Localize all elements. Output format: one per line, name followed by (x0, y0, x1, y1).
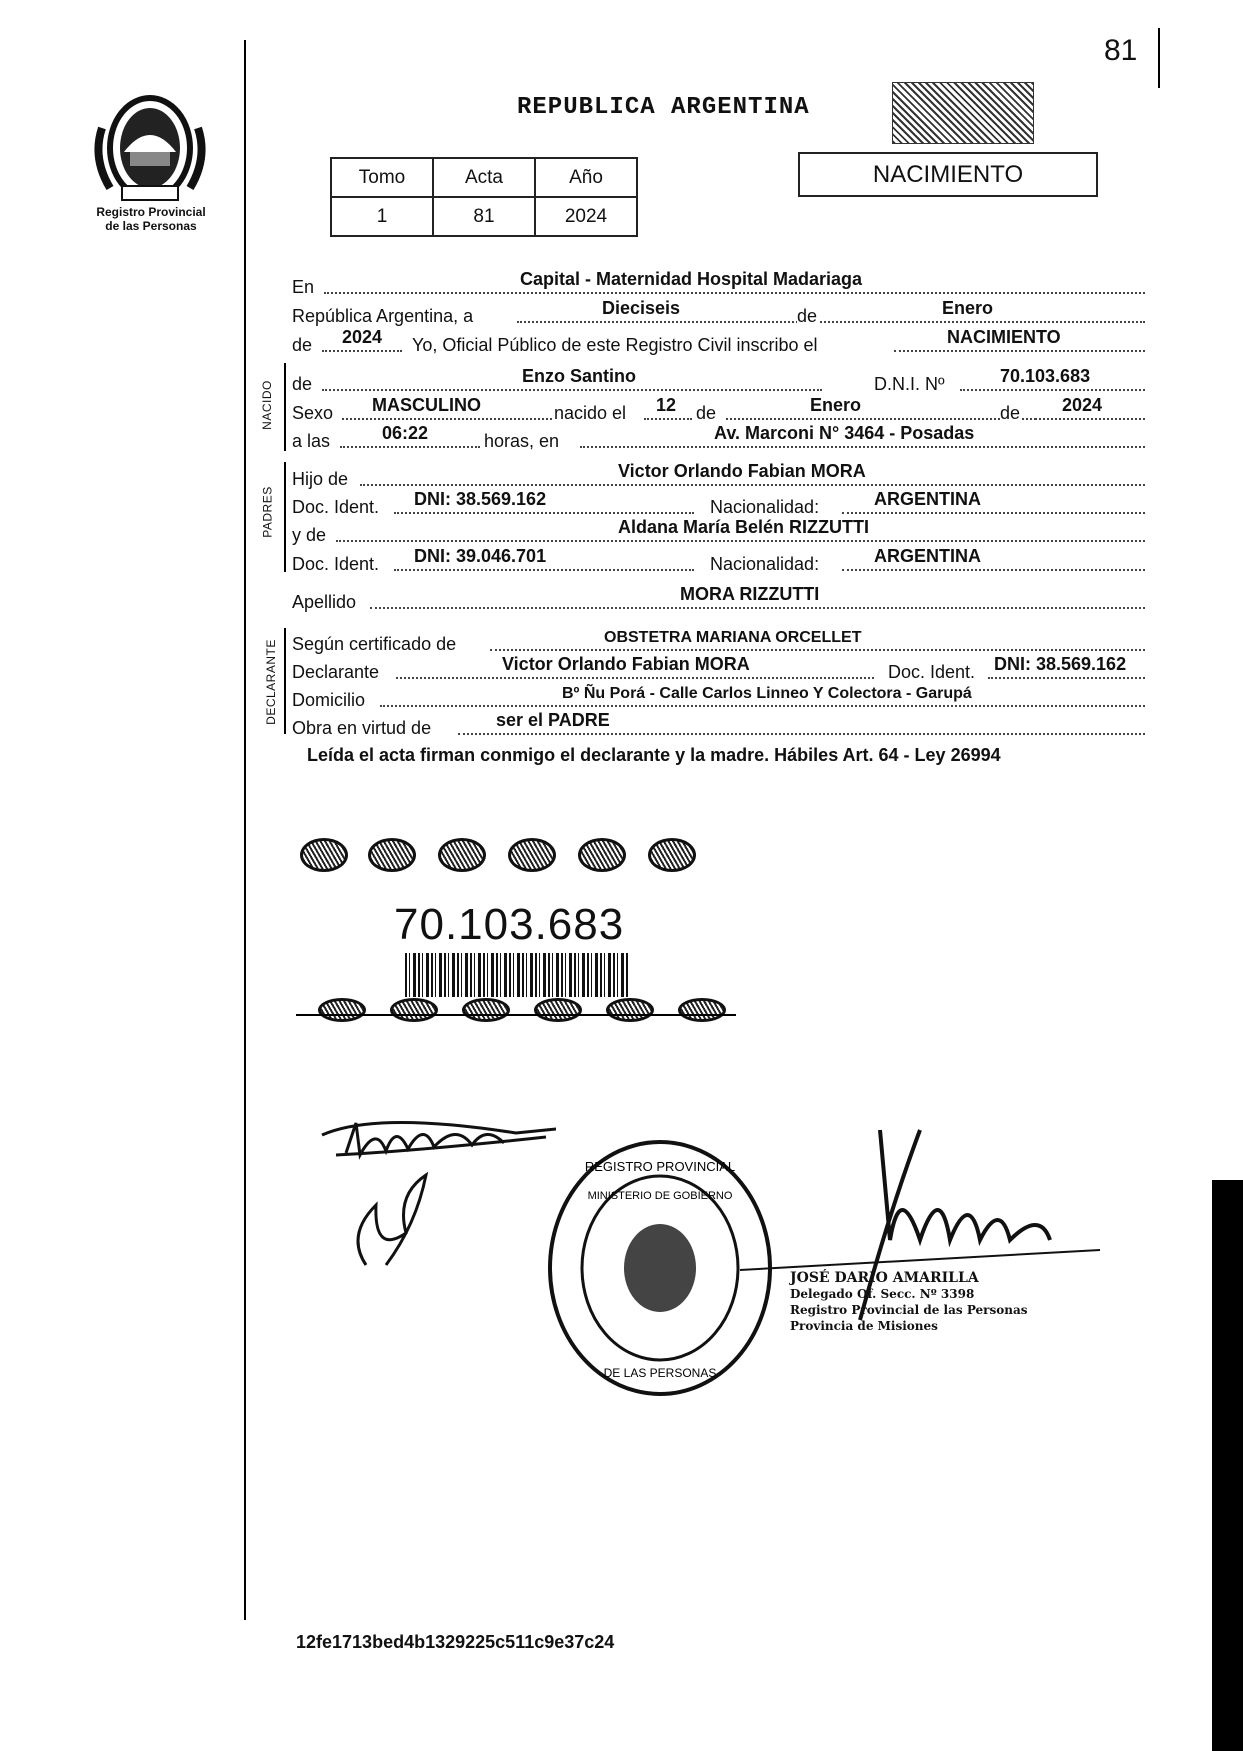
row-place (292, 270, 1145, 298)
value-mother-name: Aldana María Belén RIZZUTTI (618, 517, 870, 537)
label-de-name: de (292, 374, 313, 394)
value-birth-month: Enero (810, 395, 862, 415)
label-de-year: de (292, 335, 313, 355)
barcode-underline (296, 1014, 736, 1016)
value-father-nationality: ARGENTINA (874, 489, 981, 509)
row-declarant (292, 655, 1145, 683)
acta-header: Acta (433, 158, 535, 197)
record-number-table (330, 157, 638, 237)
label-de-year2: de (1000, 403, 1021, 423)
value-mother-nationality: ARGENTINA (874, 546, 981, 566)
label-declarante: Declarante (292, 662, 380, 682)
closing-text: Leída el acta firman conmigo el declarante y la madre. Hábiles Art. 64 - Ley 26994 (307, 745, 1001, 765)
delegate-block (790, 1270, 1028, 1334)
label-yo-oficial: Yo, Oficial Público de este Registro Civil inscribo el (412, 335, 818, 355)
registry-caption-line1: Registro Provincial (96, 205, 206, 219)
right-margin-rule (1158, 28, 1160, 88)
value-sex: MASCULINO (372, 395, 481, 415)
right-edge-bar (1212, 1180, 1243, 1751)
delegate-registry: Registro Provincial de las Personas (790, 1303, 1028, 1317)
country-heading: REPUBLICA ARGENTINA (517, 94, 810, 121)
anio-header: Año (535, 158, 637, 197)
tomo-value: 1 (331, 197, 433, 236)
value-birth-day: 12 (656, 395, 677, 415)
row-surname (292, 585, 1145, 613)
label-domicilio: Domicilio (292, 690, 366, 710)
padres-bracket (284, 462, 286, 572)
acta-value: 81 (433, 197, 535, 236)
label-y-de: y de (292, 525, 327, 545)
value-act-type: NACIMIENTO (947, 327, 1061, 347)
value-birth-time: 06:22 (382, 423, 429, 443)
value-declarant-name: Victor Orlando Fabian MORA (502, 654, 750, 674)
section-nacido: NACIDO (259, 380, 274, 430)
barcode-number: 70.103.683 (394, 900, 625, 949)
label-en: En (292, 277, 315, 297)
value-certificate-by: OBSTETRA MARIANA ORCELLET (604, 629, 862, 646)
label-doc-ident-father: Doc. Ident. (292, 497, 380, 517)
row-acts-as (292, 711, 1145, 739)
declarant-signature (316, 1115, 556, 1275)
row-father-doc (292, 490, 1145, 518)
value-month: Enero (942, 298, 994, 318)
row-address (292, 683, 1145, 711)
row-certificate (292, 627, 1145, 655)
record-type-box: NACIMIENTO (798, 152, 1098, 197)
section-declarante: DECLARANTE (263, 639, 278, 725)
security-r-strip-top (300, 838, 740, 872)
barcode (405, 953, 630, 997)
value-declarant-doc: DNI: 38.569.162 (994, 654, 1127, 674)
label-sexo: Sexo (292, 403, 334, 423)
svg-text:MINISTERIO DE GOBIERNO: MINISTERIO DE GOBIERNO (587, 1190, 733, 1202)
label-horas-en: horas, en (484, 431, 560, 451)
label-obra-en-virtud: Obra en virtud de (292, 718, 432, 738)
security-stamp (892, 82, 1034, 144)
value-father-doc: DNI: 38.569.162 (414, 489, 547, 509)
row-child-name (292, 367, 1145, 395)
value-father-name: Victor Orlando Fabian MORA (618, 461, 866, 481)
label-doc-ident-mother: Doc. Ident. (292, 554, 380, 574)
row-mother-doc (292, 547, 1145, 575)
row-time-place (292, 424, 1145, 452)
label-republica: República Argentina, a (292, 306, 474, 326)
delegate-role: Delegado Of. Secc. Nº 3398 (790, 1287, 975, 1301)
label-nacionalidad-father: Nacionalidad: (710, 497, 820, 517)
value-day-words: Dieciseis (602, 298, 681, 318)
label-nacionalidad-mother: Nacionalidad: (710, 554, 820, 574)
registry-caption (76, 205, 226, 233)
value-child-dni: 70.103.683 (1000, 366, 1091, 386)
row-sex (292, 396, 1145, 424)
label-de-month: de (797, 306, 818, 326)
row-mother-name (292, 518, 1145, 546)
row-father-name (292, 462, 1145, 490)
section-padres: PADRES (260, 486, 275, 538)
label-nacido-el: nacido el (554, 403, 627, 423)
value-surname: MORA RIZZUTTI (680, 584, 820, 604)
label-hijo-de: Hijo de (292, 469, 349, 489)
row-date (292, 299, 1145, 327)
document-hash: 12fe1713bed4b1329225c511c9e37c24 (296, 1632, 615, 1652)
label-dni: D.N.I. Nº (874, 374, 945, 394)
svg-text:DE LAS PERSONAS: DE LAS PERSONAS (603, 1366, 717, 1380)
label-doc-ident-declarant: Doc. Ident. (888, 662, 976, 682)
nacido-bracket (284, 363, 286, 451)
row-year (292, 328, 1145, 356)
label-de-day: de (696, 403, 717, 423)
declarante-bracket (284, 628, 286, 734)
value-birth-year: 2024 (1062, 395, 1103, 415)
registry-caption-line2: de las Personas (105, 219, 197, 233)
tomo-header: Tomo (331, 158, 433, 197)
svg-text:REGISTRO PROVINCIAL: REGISTRO PROVINCIAL (584, 1159, 736, 1174)
value-address: Bº Ñu Porá - Calle Carlos Linneo Y Colectora - Garupá (562, 685, 972, 702)
value-mother-doc: DNI: 39.046.701 (414, 546, 547, 566)
page-number: 81 (1104, 34, 1138, 67)
label-apellido: Apellido (292, 592, 357, 612)
label-segun-certificado: Según certificado de (292, 634, 457, 654)
provincial-logo (88, 88, 212, 208)
label-a-las: a las (292, 431, 331, 451)
value-child-name: Enzo Santino (522, 366, 636, 386)
value-year: 2024 (342, 327, 383, 347)
anio-value: 2024 (535, 197, 637, 236)
value-birth-place: Av. Marconi N° 3464 - Posadas (714, 423, 975, 443)
left-margin-rule (244, 40, 246, 1620)
value-place: Capital - Maternidad Hospital Madariaga (520, 269, 863, 289)
value-acts-as: ser el PADRE (496, 710, 610, 730)
delegate-province: Provincia de Misiones (790, 1319, 938, 1333)
delegate-name: JOSÉ DARIO AMARILLA (790, 1270, 979, 1286)
